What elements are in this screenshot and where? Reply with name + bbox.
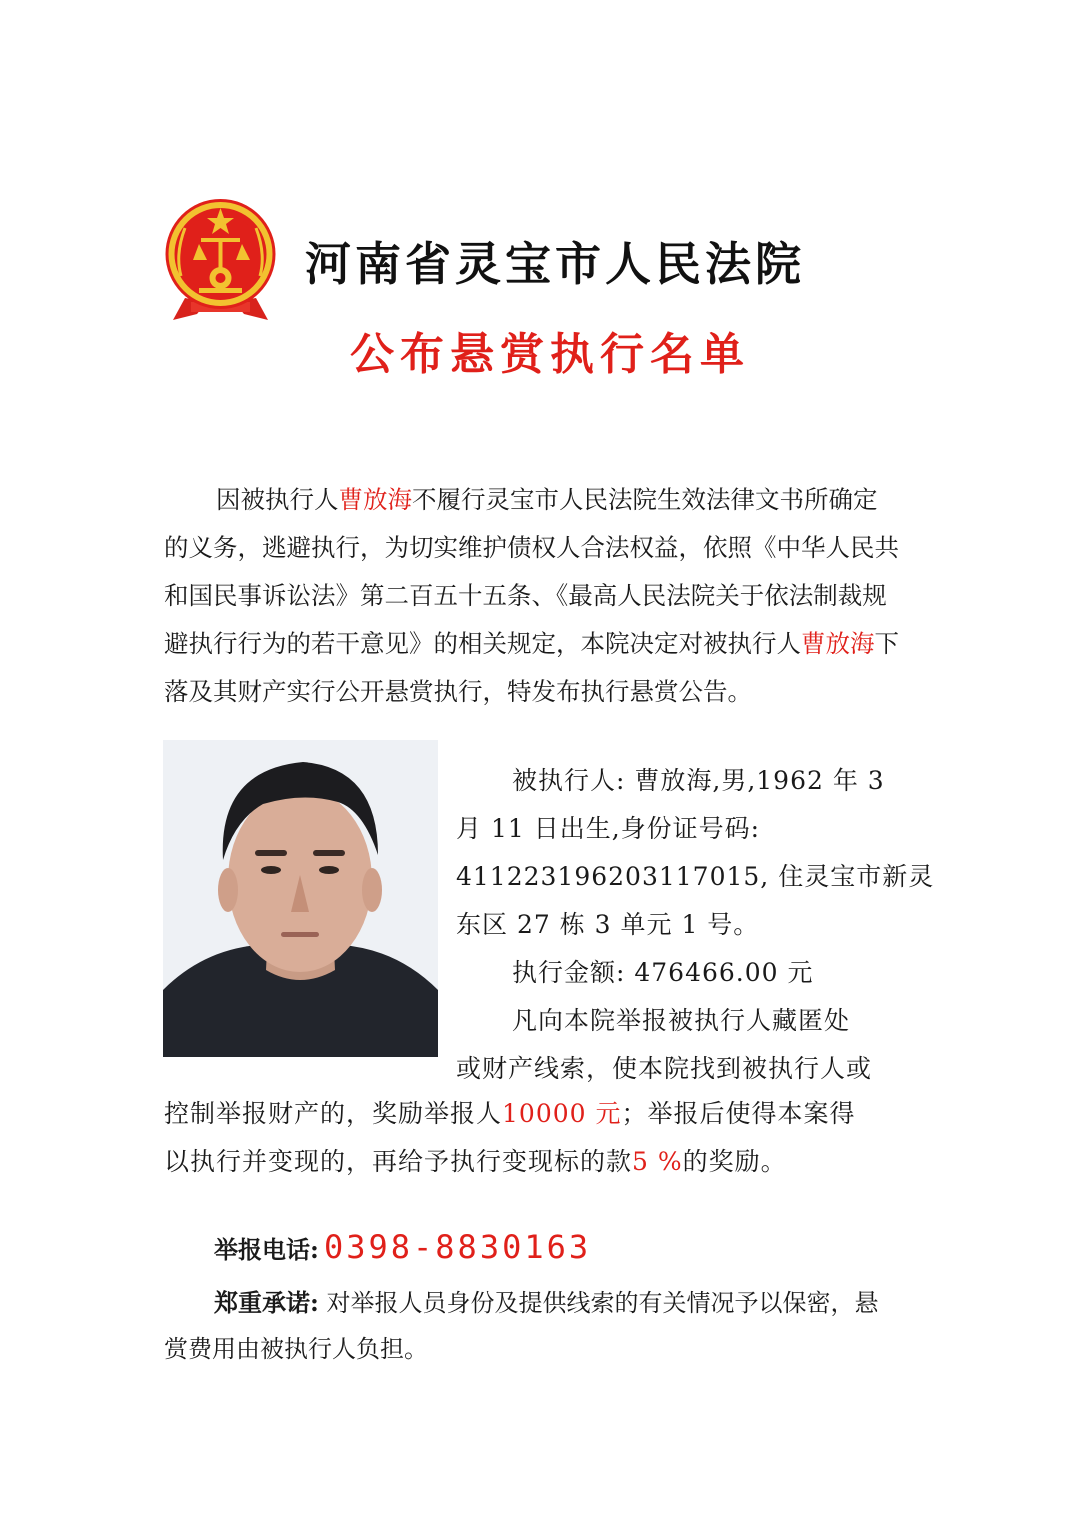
court-name: 河南省灵宝市人民法院 bbox=[305, 237, 805, 291]
reward-percent-highlight: 5 % bbox=[632, 1147, 683, 1176]
hotline-label: 举报电话: bbox=[214, 1235, 319, 1264]
reward-text: 控制举报财产的，奖励举报人 bbox=[164, 1099, 503, 1128]
intro-text: 避执行行为的若干意见》的相关规定，本院决定对被执行人 bbox=[164, 629, 801, 658]
reward-text: ；举报后使得本案得 bbox=[621, 1099, 856, 1128]
intro-text: 不履行灵宝市人民法院生效法律文书所确定 bbox=[412, 485, 878, 514]
info-line: 东区 27 栋 3 单元 1 号。 bbox=[456, 910, 760, 939]
amount-line: 执行金额: 476466.00 元 bbox=[512, 958, 814, 987]
promise-paragraph bbox=[164, 1280, 924, 1372]
hotline bbox=[214, 1228, 591, 1266]
info-line: 或财产线索，使本院找到被执行人或 bbox=[456, 1054, 873, 1083]
info-line: 凡向本院举报被执行人藏匿处 bbox=[512, 1006, 851, 1035]
promise-text: 赏费用由被执行人负担。 bbox=[164, 1335, 428, 1363]
intro-paragraph bbox=[164, 476, 916, 716]
intro-text: 的义务，逃避执行，为切实维护债权人合法权益，依照《中华人民共 bbox=[164, 533, 899, 562]
document-title: 公布悬赏执行名单 bbox=[350, 329, 750, 380]
reward-paragraph bbox=[164, 1090, 924, 1186]
info-line: 月 11 日出生,身份证号码: bbox=[456, 814, 761, 843]
debtor-name-highlight: 曹放海 bbox=[801, 629, 875, 658]
promise-text: 对举报人员身份及提供线索的有关情况予以保密，悬 bbox=[326, 1289, 879, 1317]
info-line: 被执行人: 曹放海,男,1962 年 3 bbox=[512, 766, 885, 795]
reward-text: 的奖励。 bbox=[682, 1147, 787, 1176]
debtor-name-highlight: 曹放海 bbox=[338, 485, 412, 514]
intro-text: 落及其财产实行公开悬赏执行，特发布执行悬赏公告。 bbox=[164, 677, 752, 706]
reward-text: 以执行并变现的，再给予执行变现标的款 bbox=[164, 1147, 633, 1176]
intro-text: 和国民事诉讼法》第二百五十五条、《最高人民法院关于依法制裁规 bbox=[164, 581, 887, 610]
intro-text: 下 bbox=[874, 629, 899, 658]
intro-text: 因被执行人 bbox=[216, 485, 339, 514]
info-line: 411223196203117015, 住灵宝市新灵 bbox=[456, 862, 935, 891]
debtor-photo bbox=[163, 740, 438, 1057]
promise-label: 郑重承诺: bbox=[214, 1288, 319, 1317]
court-emblem-icon bbox=[163, 198, 278, 325]
reward-amount-highlight: 10000 元 bbox=[502, 1099, 622, 1128]
debtor-info bbox=[456, 757, 935, 1093]
hotline-number: 0398-8830163 bbox=[323, 1228, 592, 1266]
